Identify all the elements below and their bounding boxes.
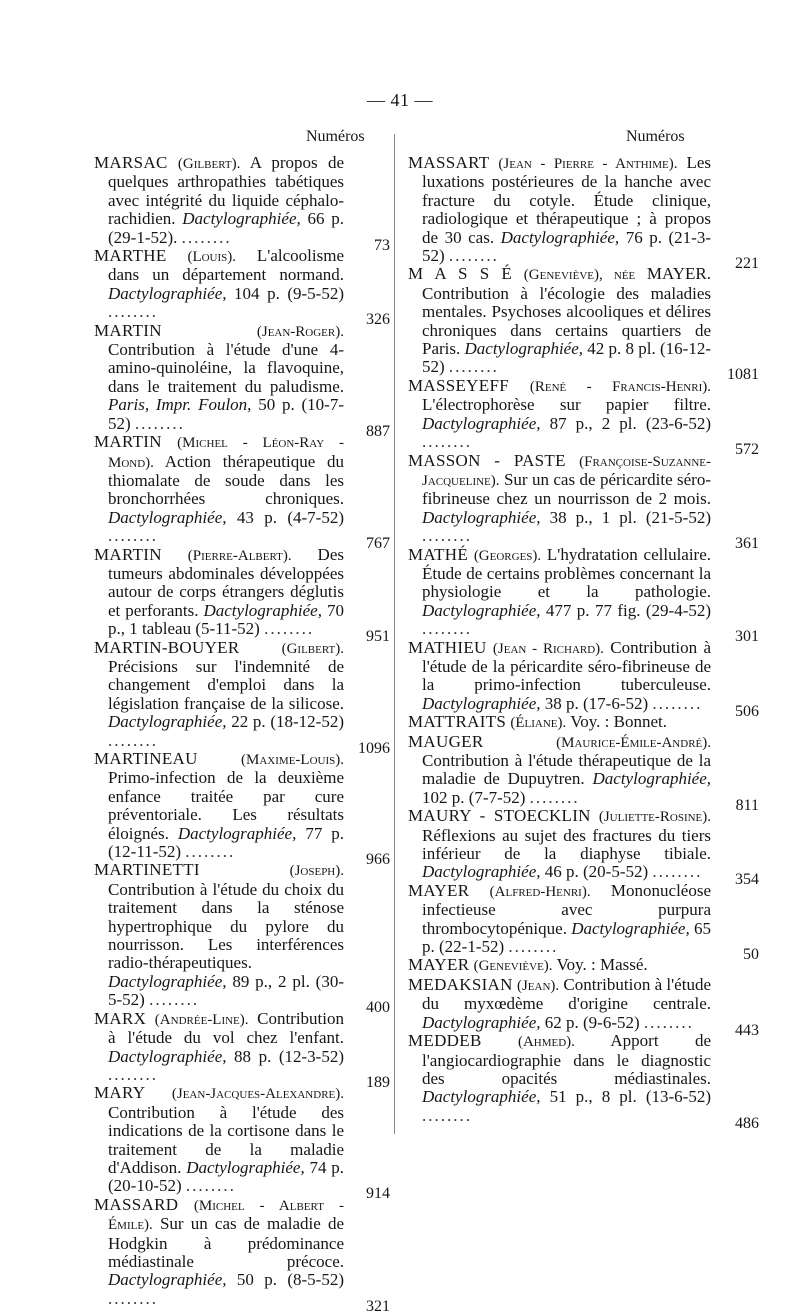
- entry-number: 1081: [727, 366, 759, 384]
- entry-title: Contribution à l'étude du vol chez l'enfant.: [108, 1008, 345, 1048]
- index-entry: [408, 806, 759, 889]
- author-name: MASSARD: [94, 1194, 179, 1214]
- entry-details: 77 p. (12-11-52): [108, 823, 345, 862]
- dot-leader: ........: [108, 730, 158, 750]
- author-name: MARTIN: [94, 320, 162, 340]
- entry-details: 87 p., 2 pl. (23-6-52): [549, 413, 711, 433]
- author-name: MAYER: [408, 955, 470, 975]
- entry-number: 326: [366, 311, 390, 329]
- author-name: MARTINEAU: [94, 749, 198, 768]
- entry-type: Dactylographiée,: [108, 1046, 227, 1066]
- entry-type: Dactylographiée,: [571, 918, 690, 938]
- entry-title: Action thérapeutique du thiomalate de soude dans les bronchorrhées chroniques.: [108, 451, 345, 509]
- entry-title: Précisions sur l'indemnité de changement d'emploi dans la législation française de la silicose.: [108, 656, 344, 713]
- entry-type: Dactylographiée,: [500, 227, 620, 247]
- entry-number: 301: [735, 628, 759, 646]
- author-first-name: (Gilbert).: [177, 156, 241, 172]
- entry-title: Primo-infection de la deuxième enfance traitée par cure préventoriale. Les résultats éloignés.: [108, 768, 344, 843]
- author-first-name: (Michel - Léon-Ray - Mond).: [108, 435, 344, 471]
- entry-title: Sur un cas de péricardite séro-fibrineuse chez un nourrisson de 2 mois.: [422, 469, 712, 509]
- dot-leader: ........: [185, 842, 236, 862]
- column-divider: [394, 134, 395, 1134]
- entry-title: Les luxations postérieures de la hanche avec fracture du cotyle. Étude clinique, radiologique et thérapeutique ; à propos de 30 cas.: [422, 153, 711, 247]
- author-name: MARTHE: [94, 246, 167, 266]
- entry-title: Contribution à l'étude des indications de la cortisone dans le traitement de la maladie d'Addison.: [108, 1102, 344, 1177]
- entry-details: 51 p., 8 pl. (13-6-52): [549, 1087, 711, 1107]
- entry-title: L'alcoolisme dans un département normand.: [108, 246, 345, 285]
- dot-leader: ........: [422, 619, 472, 639]
- entry-type: Dactylographiée,: [592, 769, 712, 789]
- dot-leader: ........: [149, 990, 200, 1010]
- author-first-name: (Jean - Richard).: [492, 640, 604, 657]
- author-first-name: (Éliane).: [510, 715, 567, 732]
- entry-details: 66 p. (29-1-52).: [108, 209, 344, 247]
- author-first-name: (Jean-Jacques-Alexandre).: [171, 1086, 344, 1103]
- dot-leader: ........: [448, 246, 499, 266]
- dot-leader: ........: [134, 413, 185, 433]
- entry-type: Dactylographiée,: [108, 971, 227, 991]
- entry-number: 572: [735, 441, 759, 459]
- entry-title: L'électrophorèse sur papier filtre.: [422, 395, 711, 415]
- entry-number: 221: [735, 255, 759, 273]
- index-entry: [94, 246, 390, 329]
- author-first-name: (Alfred-Henri).: [489, 883, 591, 900]
- author-name: MASSON - PASTE: [408, 450, 566, 470]
- entry-title: Sur un cas de maladie de Hodgkin à prédominance médiastinale précoce.: [108, 1214, 345, 1271]
- index-entry: [408, 153, 759, 273]
- entry-details: 43 p. (4-7-52): [236, 507, 344, 527]
- author-first-name: (Jean - Pierre - Anthime).: [498, 156, 678, 172]
- author-first-name: (Pierre-Albert).: [187, 547, 292, 564]
- author-name: MARTIN-BOUYER: [94, 637, 240, 657]
- index-entry: [94, 432, 390, 553]
- author-first-name: (Michel - Albert - Émile).: [108, 1197, 344, 1234]
- entry-type: Dactylographiée,: [108, 507, 227, 527]
- dot-leader: ........: [508, 937, 559, 957]
- entry-details: 70 p., 1 tableau (5-11-52): [108, 600, 345, 639]
- index-entry: [94, 749, 390, 869]
- entry-type: Dactylographiée,: [182, 209, 301, 229]
- column-header-right: Numéros: [626, 128, 685, 145]
- entry-number: 361: [735, 535, 759, 553]
- column-header-left: Numéros: [306, 128, 365, 145]
- author-name: MEDAKSIAN: [408, 974, 513, 994]
- entry-title: Apport de l'angiocardiographie dans le diagnostic des opacités médiastinales.: [422, 1031, 711, 1088]
- index-entry: [408, 956, 711, 975]
- entry-type: Dactylographiée,: [422, 862, 541, 882]
- author-name: MASSEYEFF: [408, 375, 509, 395]
- author-first-name: (Louis).: [187, 249, 237, 266]
- entry-type: Dactylographiée,: [422, 600, 541, 620]
- entry-number: 1096: [358, 739, 390, 757]
- entry-details: 22 p. (18-12-52): [231, 712, 344, 732]
- author-name: MATHÉ: [408, 544, 469, 564]
- author-first-name: (Juliette-Rosine).: [598, 809, 712, 826]
- entry-title: Contribution à l'étude du choix du traitement dans la sténose hypertrophique du pylore du nourrisson. Les interférences radio-thérapeutiques.: [108, 879, 344, 973]
- author-name: MARSAC: [94, 153, 168, 172]
- page-number: — 41 —: [367, 90, 433, 110]
- author-name: MARTINETTI: [94, 860, 200, 880]
- entry-details: 65 p. (22-1-52): [422, 918, 712, 957]
- entry-details: 102 p. (7-7-52): [422, 787, 526, 807]
- dot-leader: ........: [422, 1105, 472, 1125]
- entry-type: Dactylographiée,: [422, 1087, 541, 1107]
- author-name: MARTIN: [94, 432, 162, 452]
- entry-title: Voy. : Massé.: [556, 955, 648, 975]
- author-first-name: (Jean-Roger).: [256, 323, 344, 340]
- entry-title: Contribution à l'étude de la péricardite séro-fibrineuse de la primo-infection tuberculeuse.: [422, 637, 712, 695]
- author-first-name: (Geneviève), née: [523, 267, 636, 284]
- entry-number: 887: [366, 422, 390, 440]
- author-name: MAUGER: [408, 731, 484, 751]
- entry-type: Dactylographiée,: [186, 1157, 305, 1177]
- entry-details: 38 p., 1 pl. (21-5-52): [549, 507, 711, 527]
- dot-leader: ........: [652, 693, 703, 713]
- entry-number: 506: [735, 702, 759, 720]
- author-first-name: (Andrée-Line).: [154, 1011, 249, 1028]
- entry-type: Dactylographiée,: [108, 283, 227, 303]
- entry-number: 811: [735, 796, 759, 814]
- entry-details: 74 p. (20-10-52): [108, 1157, 345, 1196]
- author-name: MARY: [94, 1083, 146, 1103]
- entry-title: L'hydratation cellulaire. Étude de certains problèmes concernant la physiologie et la pathologie.: [422, 544, 712, 602]
- author-first-name: (Gilbert).: [281, 640, 344, 657]
- entry-type: Paris, Impr. Foulon,: [108, 395, 252, 415]
- author-first-name: (Joseph).: [289, 863, 344, 880]
- author-name: MEDDEB: [408, 1031, 482, 1051]
- entry-title: Réflexions au sujet des fractures du tiers inférieur de la diaphyse tibiale.: [422, 825, 711, 864]
- author-name: MAYER: [408, 880, 470, 900]
- entry-details: 89 p., 2 pl. (30-5-52): [108, 971, 345, 1010]
- dot-leader: ........: [448, 357, 499, 377]
- author-name: MATHIEU: [408, 637, 487, 657]
- author-first-name: (Françoise-Suzanne-Jacqueline).: [422, 453, 711, 489]
- entry-title: A propos de quelques arthropathies tabétiques avec intégrité du liquide céphalo-rachidien.: [108, 153, 344, 229]
- entry-title: Voy. : Bonnet.: [570, 712, 668, 732]
- entry-title: Mononucléose infectieuse avec purpura thrombocytopénique.: [422, 880, 711, 938]
- index-entry: [408, 713, 711, 732]
- entry-details: 76 p. (21-3-52): [422, 227, 712, 266]
- index-entry: [408, 1031, 759, 1132]
- entry-number: 73: [374, 236, 390, 254]
- left-column: [94, 153, 390, 1315]
- index-entry: [94, 153, 390, 254]
- entry-number: 443: [735, 1021, 759, 1039]
- entry-type: Dactylographiée,: [422, 693, 541, 713]
- entry-title: MAYER. Contribution à l'écologie des maladies mentales. Psychoses alcooliques et délires chroniques dans certains quartiers de Paris.: [422, 264, 712, 359]
- dot-leader: ........: [108, 1288, 158, 1308]
- entry-number: 50: [743, 946, 759, 964]
- dot-leader: ........: [529, 787, 580, 807]
- author-name: M A S S É: [408, 264, 513, 284]
- author-name: MASSART: [408, 153, 490, 172]
- right-column: [408, 153, 759, 1132]
- entry-type: Dactylographiée,: [108, 1270, 227, 1290]
- entry-title: Contribution à l'étude du myxœdème d'origine centrale.: [422, 974, 711, 1014]
- author-name: MATTRAITS: [408, 712, 507, 732]
- author-first-name: (Geneviève).: [473, 958, 553, 975]
- entry-type: Dactylographiée,: [464, 339, 584, 359]
- entry-number: 914: [366, 1185, 390, 1203]
- entry-type: Dactylographiée,: [422, 1012, 541, 1032]
- author-first-name: (Maurice-Émile-André).: [556, 734, 711, 751]
- dot-leader: ........: [181, 227, 232, 247]
- author-first-name: (Maxime-Louis).: [241, 752, 344, 768]
- entry-number: 486: [735, 1114, 759, 1132]
- entry-type: Dactylographiée,: [177, 823, 297, 843]
- author-first-name: (Ahmed).: [517, 1034, 575, 1051]
- dot-leader: ........: [108, 1064, 158, 1084]
- entry-details: 104 p. (9-5-52): [234, 283, 344, 303]
- dot-leader: ........: [422, 526, 472, 546]
- author-first-name: (Jean).: [516, 977, 560, 994]
- dot-leader: ........: [108, 526, 158, 546]
- entry-number: 951: [366, 628, 390, 646]
- dot-leader: ........: [108, 302, 158, 322]
- entry-number: 767: [366, 535, 390, 553]
- entry-details: 42 p. 8 pl. (16-12-52): [422, 339, 712, 377]
- author-name: MARX: [94, 1008, 147, 1028]
- entry-details: 46 p. (20-5-52): [544, 862, 649, 882]
- entry-number: 400: [366, 999, 390, 1017]
- entry-title: Des tumeurs abdominales développées autour de corps étrangers déglutis et perforants.: [108, 544, 344, 620]
- dot-leader: ........: [185, 1176, 236, 1196]
- entry-details: 50 p. (8-5-52): [236, 1270, 344, 1290]
- entry-number: 966: [366, 851, 390, 869]
- author-first-name: (Georges).: [473, 547, 542, 564]
- entry-details: 50 p. (10-7-52): [108, 395, 345, 433]
- entry-number: 354: [735, 871, 759, 889]
- entry-type: Dactylographiée,: [108, 712, 227, 732]
- author-first-name: (René - Francis-Henri).: [529, 378, 711, 395]
- entry-details: 477 p. 77 fig. (29-4-52): [545, 600, 712, 620]
- entry-number: 321: [366, 1297, 390, 1315]
- entry-type: Dactylographiée,: [422, 507, 541, 527]
- dot-leader: ........: [264, 619, 315, 639]
- entry-title: Contribution à l'étude thérapeutique de la maladie de Dupuytren.: [422, 751, 711, 789]
- index-entry: [408, 731, 759, 814]
- index-entry: [94, 1083, 390, 1203]
- dot-leader: ........: [422, 432, 472, 452]
- entry-details: 62 p. (9-6-52): [544, 1012, 640, 1032]
- entry-type: Dactylographiée,: [203, 600, 322, 620]
- dot-leader: ........: [652, 862, 703, 882]
- entry-title: Contribution à l'étude d'une 4-amino-quinoléine, la flavoquine, dans le traitement du paludisme.: [108, 340, 344, 396]
- entry-details: 88 p. (12-3-52): [234, 1046, 344, 1066]
- dot-leader: ........: [643, 1012, 694, 1032]
- entry-details: 38 p. (17-6-52): [544, 693, 649, 713]
- author-name: MARTIN: [94, 544, 162, 564]
- index-entry: [408, 974, 759, 1039]
- entry-number: 189: [366, 1073, 390, 1091]
- entry-type: Dactylographiée,: [422, 413, 541, 433]
- author-name: MAURY - STOECKLIN: [408, 806, 591, 826]
